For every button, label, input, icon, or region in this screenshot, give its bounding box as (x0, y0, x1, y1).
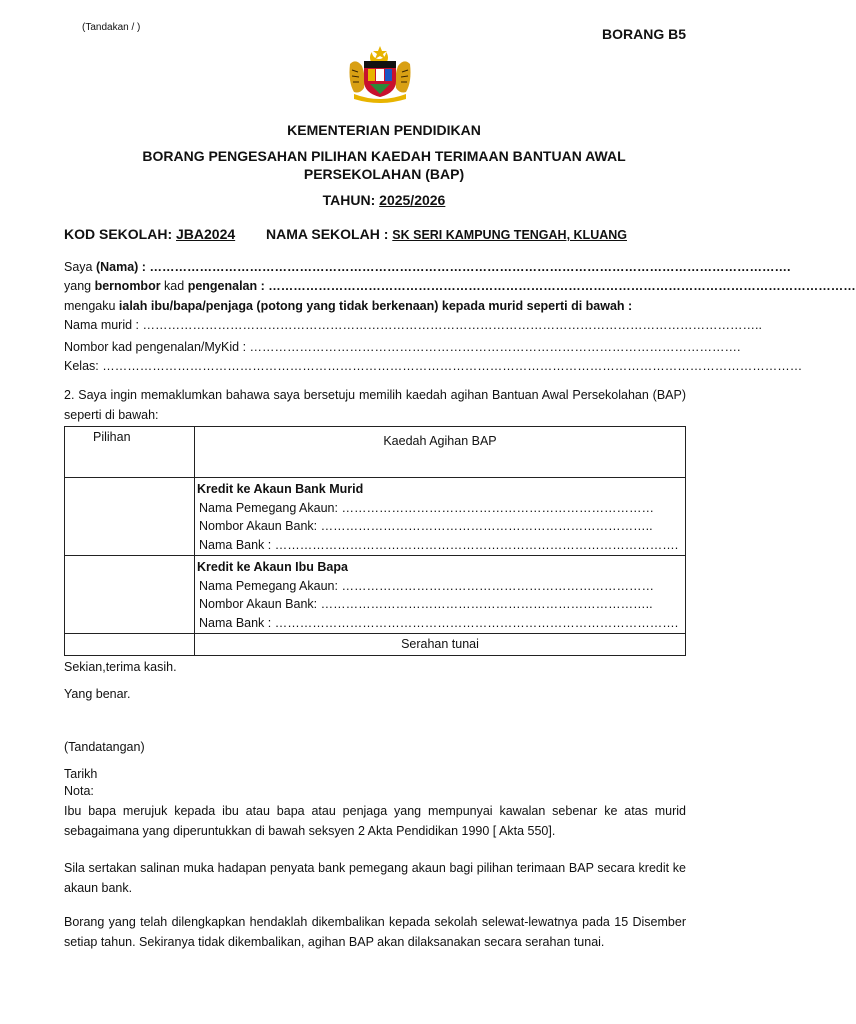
name-label: (Nama) : (95, 260, 150, 274)
parent-name-line (64, 260, 790, 274)
year-label: TAHUN: (322, 192, 380, 208)
bap-method-table (64, 426, 686, 656)
form-title-line1: BORANG PENGESAHAN PILIHAN KAEDAH TERIMAAN BANTUAN AWAL (142, 148, 626, 164)
option-title: Kredit ke Akaun Ibu Bapa (197, 559, 348, 574)
name-field: ………………………………………………………………………………………………………………………………………. (149, 260, 791, 274)
kad-text: kad (160, 279, 188, 293)
table-row-student-bank (65, 478, 686, 556)
form-code: BORANG B5 (601, 26, 686, 42)
account-holder-field: Nama Pemegang Akaun: ………………………………………………………………… (199, 578, 654, 593)
ic-field: …………………………………………………………………………………………………………………………… (268, 279, 856, 293)
relationship-statement: ialah ibu/bapa/penjaga (potong yang tidak berkenaan) kepada murid seperti di bawah : (118, 299, 633, 313)
school-code-line (64, 226, 234, 242)
tick-instruction: (Tandakan / ) (82, 22, 141, 33)
ic-label: pengenalan : (187, 279, 269, 293)
paragraph-2: 2. Saya ingin memaklumkan bahawa saya bersetuju memilih kaedah agihan Bantuan Awal Persekolahan (BAP) seperti di bawah: (64, 388, 686, 422)
student-ic-line: Nombor kad pengenalan/MyKid : ………………………………………………………………………………………………………. (64, 340, 741, 354)
bernombor-text: bernombor (94, 279, 161, 293)
table-header-row (65, 427, 686, 478)
note-3: Borang yang telah dilengkapkan hendaklah dikembalikan kepada sekolah selewat-lewatnya pada 15 Disember setiap tahun. Sekiranya tidak dikembalikan, agihan BAP akan dilaksanakan secara serahan tunai. (64, 915, 686, 949)
acknowledge-line (64, 299, 632, 313)
account-number-field: Nombor Akaun Bank: …………………………………………………………………….. (199, 597, 653, 612)
table-row-parent-bank (65, 555, 686, 633)
option-title: Kredit ke Akaun Bank Murid (197, 482, 364, 496)
choice-cell-cash[interactable] (65, 633, 195, 655)
account-number-field: Nombor Akaun Bank: …………………………………………………………………….. (199, 519, 653, 534)
school-name-line (266, 226, 627, 242)
note-label: Nota: (64, 784, 94, 798)
signature-label: (Tandatangan) (64, 740, 145, 754)
bank-name-field: Nama Bank : ……………………………………………………………………………………. (199, 615, 679, 630)
malaysia-coat-of-arms-icon (344, 44, 416, 104)
bank-name-field: Nama Bank : ……………………………………………………………………………………. (199, 538, 679, 553)
mengaku-text: mengaku (64, 299, 119, 313)
ministry-title: KEMENTERIAN PENDIDIKAN (287, 122, 481, 138)
school-name-label: NAMA SEKOLAH : (266, 226, 393, 242)
option-cash: Serahan tunai (195, 633, 686, 655)
closing-thanks: Sekian,terima kasih. (64, 660, 177, 674)
student-name-line: Nama murid : ………………………………………………………………………………………………………………………………….. (64, 318, 762, 332)
option-student-bank (195, 478, 686, 556)
form-title-line2: PERSEKOLAHAN (BAP) (303, 166, 465, 182)
closing-yang-benar: Yang benar. (64, 687, 131, 701)
note-2: Sila sertakan salinan muka hadapan penyata bank pemegang akaun bagi pilihan terimaan BAP secara kredit ke akaun bank. (64, 861, 686, 895)
class-line: Kelas: …………………………………………………………………………………………………………………………………………………… (64, 359, 803, 373)
yang-text: yang (64, 279, 95, 293)
year-line (0, 192, 768, 208)
header-kaedah: Kaedah Agihan BAP (195, 427, 686, 478)
school-name-value: SK SERI KAMPUNG TENGAH, KLUANG (392, 228, 627, 242)
date-label: Tarikh (64, 767, 98, 781)
year-value: 2025/2026 (379, 192, 446, 208)
table-row-cash (65, 633, 686, 655)
account-holder-field: Nama Pemegang Akaun: ………………………………………………………………… (199, 500, 654, 515)
school-code-label: KOD SEKOLAH: (64, 226, 176, 242)
note-1: Ibu bapa merujuk kepada ibu atau bapa atau penjaga yang mempunyai kawalan sebenar ke atas murid sebagaimana yang diperuntukkan di bawah seksyen 2 Akta Pendidikan 1990 [ Akta 550]. (64, 804, 686, 838)
school-code-value: JBA2024 (176, 226, 236, 242)
option-parent-bank (195, 555, 686, 633)
choice-cell-student-bank[interactable] (65, 478, 195, 556)
choice-cell-parent-bank[interactable] (65, 555, 195, 633)
header-pilihan: Pilihan (65, 427, 195, 478)
parent-ic-line (64, 279, 856, 293)
saya-text: Saya (64, 260, 96, 274)
